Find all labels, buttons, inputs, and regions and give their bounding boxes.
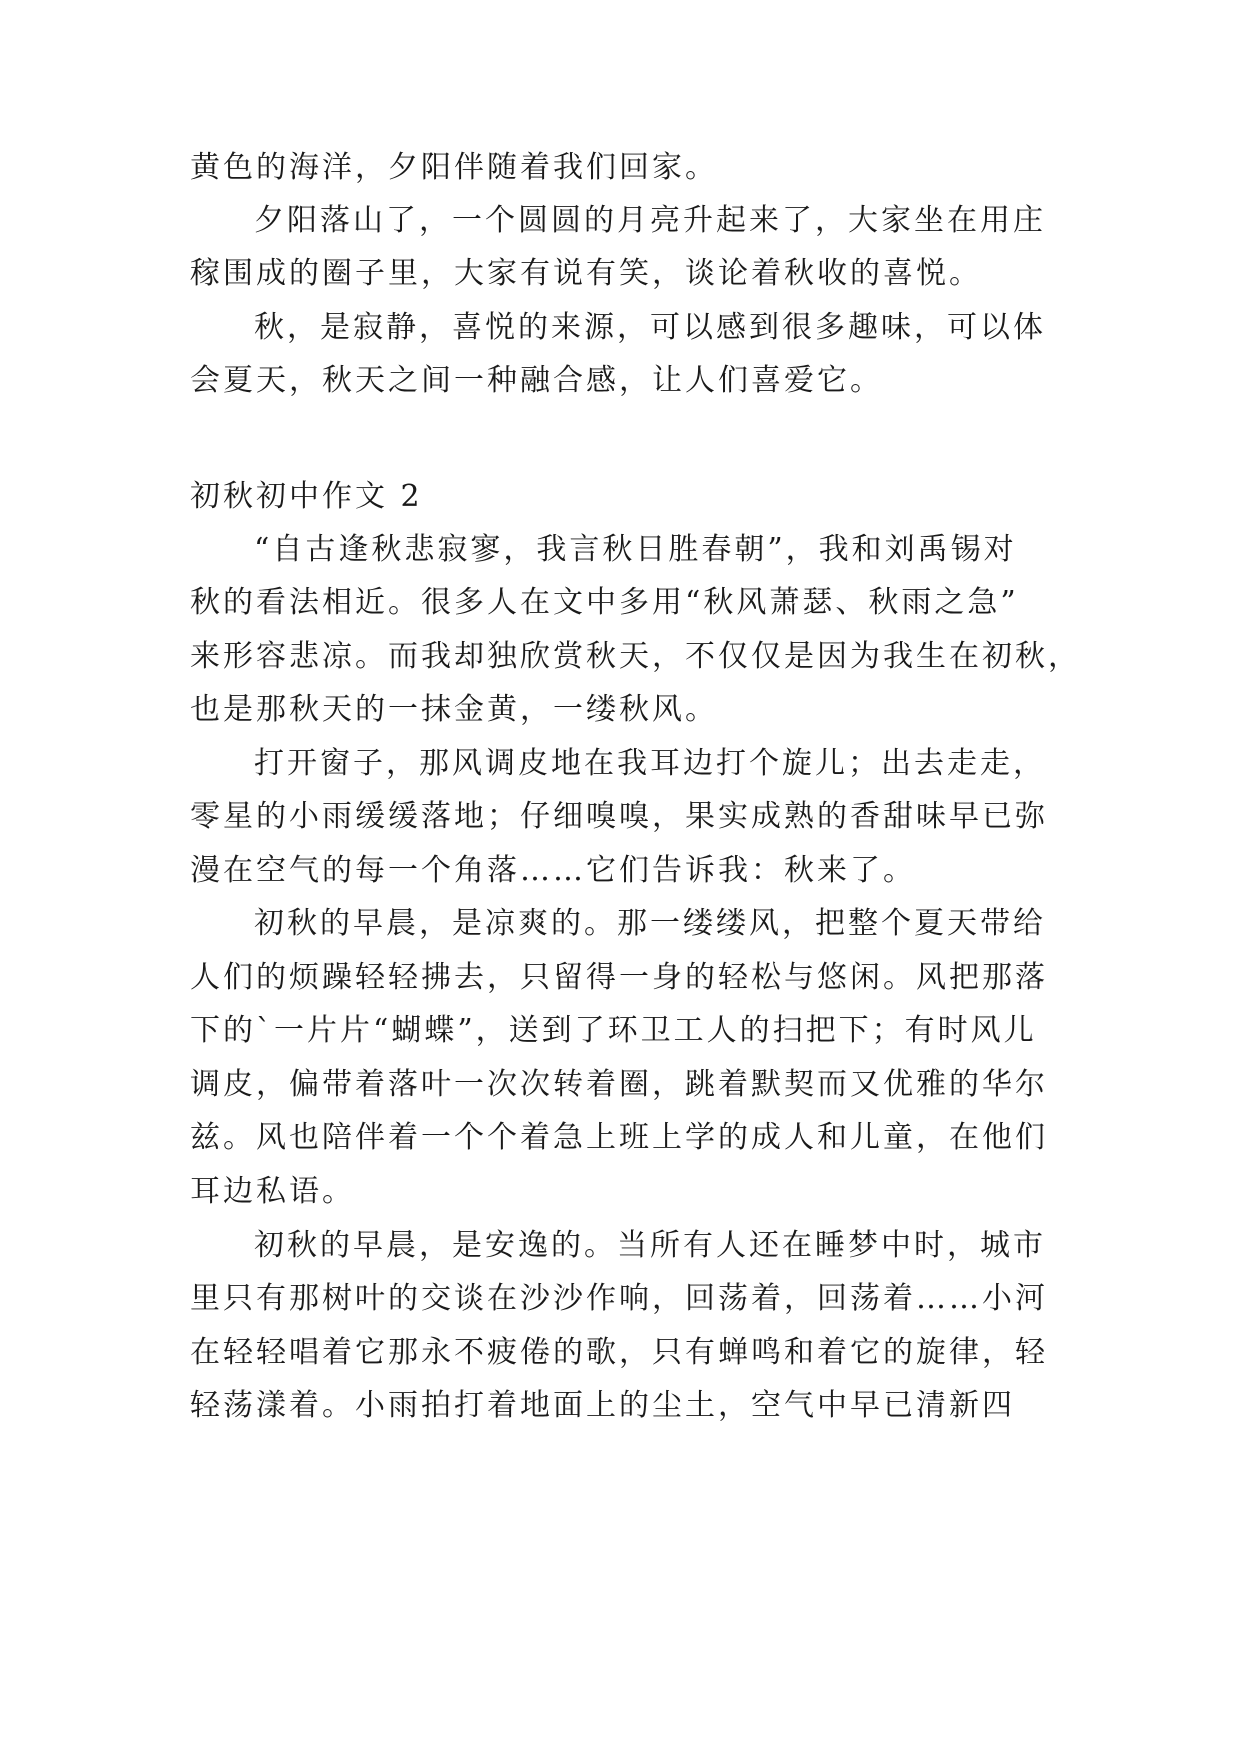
text-line: 下的`一片片“蝴蝶”，送到了环卫工人的扫把下；有时风儿 [190,1013,1037,1048]
section-heading: 初秋初中作文 2 [190,479,423,514]
paragraph-first-line: 秋，是寂静，喜悦的来源，可以感到很多趣味，可以体 [254,310,1046,345]
text-line: 会夏天，秋天之间一种融合感，让人们喜爱它。 [190,363,883,398]
text-line: 也是那秋天的一抹金黄，一缕秋风。 [190,692,718,727]
paragraph-first-line: 夕阳落山了，一个圆圆的月亮升起来了，大家坐在用庄 [254,203,1046,238]
paragraph-first-line: 初秋的早晨，是安逸的。当所有人还在睡梦中时，城市 [254,1228,1046,1263]
text-line: 调皮，偏带着落叶一次次转着圈，跳着默契而又优雅的华尔 [190,1067,1048,1102]
text-line: 兹。风也陪伴着一个个着急上班上学的成人和儿童，在他们 [190,1120,1048,1155]
text-line: 来形容悲凉。而我却独欣赏秋天，不仅仅是因为我生在初秋， [190,639,1081,674]
text-line: 黄色的海洋，夕阳伴随着我们回家。 [190,150,718,185]
text-line: 人们的烦躁轻轻拂去，只留得一身的轻松与悠闲。风把那落 [190,960,1048,995]
text-line: 在轻轻唱着它那永不疲倦的歌，只有蝉鸣和着它的旋律，轻 [190,1335,1048,1370]
text-line: 里只有那树叶的交谈在沙沙作响，回荡着，回荡着……小河 [190,1281,1048,1316]
paragraph-first-line: 打开窗子，那风调皮地在我耳边打个旋儿；出去走走， [254,746,1046,781]
paragraph-first-line: “自古逢秋悲寂寥，我言秋日胜春朝”，我和刘禹锡对 [254,532,1017,567]
text-line: 耳边私语。 [190,1174,355,1209]
text-line: 稼围成的圈子里，大家有说有笑，谈论着秋收的喜悦。 [190,256,982,291]
text-line: 零星的小雨缓缓落地；仔细嗅嗅，果实成熟的香甜味早已弥 [190,799,1048,834]
text-line: 漫在空气的每一个角落……它们告诉我：秋来了。 [190,853,916,888]
paragraph-first-line: 初秋的早晨，是凉爽的。那一缕缕风，把整个夏天带给 [254,906,1046,941]
text-line: 秋的看法相近。很多人在文中多用“秋风萧瑟、秋雨之急” [190,585,1019,620]
text-line: 轻荡漾着。小雨拍打着地面上的尘土，空气中早已清新四 [190,1388,1015,1423]
